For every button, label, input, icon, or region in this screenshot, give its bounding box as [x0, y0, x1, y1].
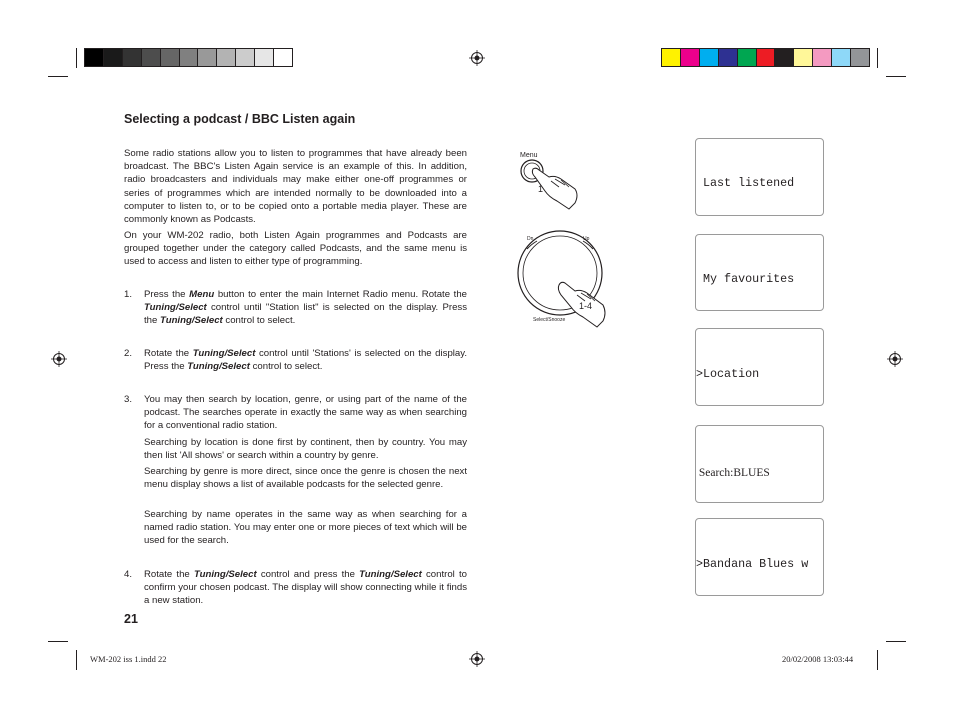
color-swatch: [794, 49, 813, 66]
step-label-2: 1-4: [579, 301, 593, 311]
color-swatch: [775, 49, 794, 66]
color-swatch: [104, 49, 123, 66]
color-swatch: [217, 49, 236, 66]
lcd-display-results: [695, 518, 824, 596]
color-swatch: [236, 49, 255, 66]
registration-mark-right: [887, 351, 903, 367]
color-swatch: [123, 49, 142, 66]
control-name: Tuning/Select: [193, 569, 257, 580]
step-text-segment: control until 'Stations' is selected on the display. Press the: [144, 348, 467, 373]
radio-controls-illustration: [505, 145, 625, 330]
control-name: Tuning/Select: [187, 361, 250, 373]
registration-mark-top: [469, 50, 485, 66]
control-name: Tuning/Select: [359, 569, 422, 580]
control-name: Menu: [189, 289, 215, 300]
section-heading: Selecting a podcast / BBC Listen again: [124, 112, 356, 126]
step-sub-paragraph: Searching by name operates in the same way as when searching for a named radio station. You may enter one or more pieces of text which will be used for the search.: [144, 509, 467, 547]
step-text: [144, 347, 467, 373]
page-number: 21: [124, 612, 138, 626]
step-text: [144, 288, 467, 328]
color-swatch: [198, 49, 217, 66]
step-text-segment: Rotate the: [144, 569, 194, 580]
color-swatch: [161, 49, 180, 66]
step-text-segment: Rotate the: [144, 348, 193, 359]
lcd-display-station-list: [695, 234, 824, 311]
control-name: Tuning/Select: [144, 302, 207, 314]
color-swatch: [851, 49, 869, 66]
down-label: Dn: [527, 236, 534, 242]
step-text-segment: Press the: [144, 289, 190, 300]
color-swatch: [85, 49, 104, 66]
step-label-1: 1: [538, 184, 544, 194]
color-swatch: [274, 49, 292, 66]
step-text-segment: button to enter the main Internet Radio menu. Rotate the: [214, 289, 467, 300]
color-swatch: [142, 49, 161, 66]
lcd-line: My favourites: [696, 272, 795, 287]
intro-paragraph-2: On your WM-202 radio, both Listen Again programmes and Podcasts are grouped together under the category called Podcasts, and the same menu is used to access and listen to either type of programming.: [124, 230, 467, 268]
step-text-segment: You may then search by location, genre, or using part of the name of the podcast. The searches operate in exactly the same way as when searching for a conventional radio station.: [144, 394, 467, 432]
registration-mark-left: [51, 351, 67, 367]
lcd-line: >Location: [696, 367, 760, 381]
up-label: Up: [583, 236, 590, 242]
step-text-segment: control to select.: [249, 361, 323, 373]
color-swatch: [719, 49, 738, 66]
intro-paragraph-1: Some radio stations allow you to listen to programmes that have already been broadcast. The BBC's Listen Again service is an example of this. In addition, radio broadcasters and individuals may make either one-off programmes or series of programmes which are intended normally to be downloaded into a computer to listen to, or to be copied onto a portable media player. These are commonly known as Podcasts.: [124, 148, 467, 226]
control-name: Tuning/Select: [192, 348, 256, 359]
control-name: Tuning/Select: [160, 315, 223, 327]
color-swatch: [813, 49, 832, 66]
footer-timestamp: 20/02/2008 13:03:44: [782, 654, 854, 664]
menu-button-label: Menu: [520, 152, 538, 159]
select-snooze-label: Select/Snooze: [533, 317, 566, 323]
color-swatch: [681, 49, 700, 66]
step-text-segment: control to confirm your chosen podcast. The display will show connecting while it finds a new station.: [144, 569, 467, 607]
registration-mark-bottom: [469, 651, 485, 667]
lcd-display-podcast-search: [695, 328, 824, 406]
lcd-display-text-entry: [695, 425, 824, 503]
color-swatch: [757, 49, 776, 66]
color-swatch: [180, 49, 199, 66]
step-number: 2.: [124, 348, 133, 359]
color-calibration-bar: [661, 48, 870, 67]
lcd-display-main-menu: [695, 138, 824, 216]
step-text-segment: control and press the: [256, 569, 360, 580]
color-swatch: [738, 49, 757, 66]
grayscale-calibration-bar: [84, 48, 293, 67]
step-text: [144, 393, 467, 433]
lcd-line: >Bandana Blues w: [696, 557, 809, 571]
step-number: 3.: [124, 394, 133, 405]
step-sub-paragraph: Searching by genre is more direct, since once the genre is chosen the next menu display shows a list of available podcasts for the selected genre.: [144, 466, 467, 491]
color-swatch: [662, 49, 681, 66]
step-text-segment: control until "Station list" is selected on the display. Press the: [144, 302, 467, 327]
color-swatch: [255, 49, 274, 66]
step-text: [144, 568, 467, 608]
step-text-segment: control to select.: [222, 315, 296, 327]
footer-file-info: WM-202 iss 1.indd 22: [90, 654, 167, 664]
lcd-line: Search:BLUES: [696, 467, 770, 479]
color-swatch: [700, 49, 719, 66]
step-number: 4.: [124, 569, 133, 580]
step-number: 1.: [124, 289, 133, 300]
step-sub-paragraph: Searching by location is done first by continent, then by country. You may then list 'All shows' or search within a country by genre.: [144, 437, 467, 462]
color-swatch: [832, 49, 851, 66]
lcd-line: Last listened: [696, 176, 795, 191]
